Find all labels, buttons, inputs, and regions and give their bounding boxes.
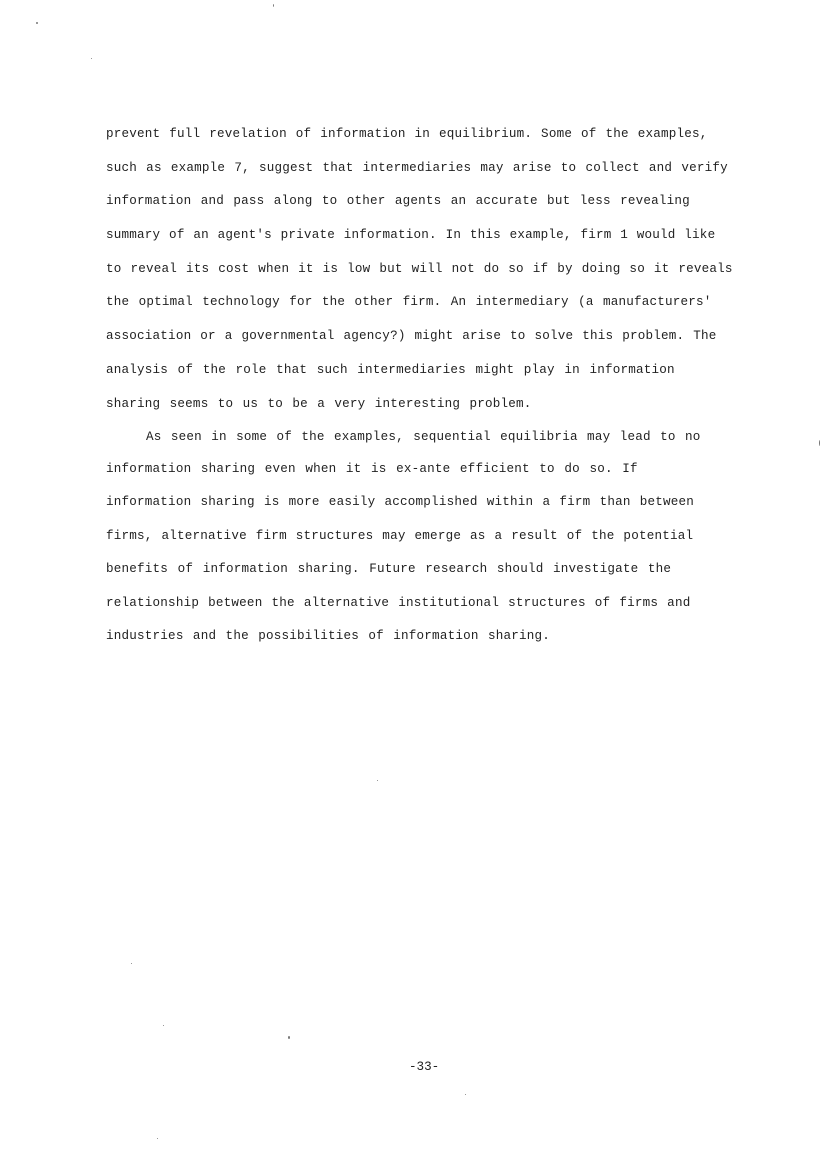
scan-speck	[91, 58, 92, 59]
scan-speck	[157, 1138, 158, 1139]
text-line: relationship between the alternative institutional structures of firms and	[106, 596, 691, 610]
scan-speck	[273, 4, 274, 7]
text-line: information sharing even when it is ex-ante efficient to do so. If	[106, 462, 638, 476]
text-line: information and pass along to other agents an accurate but less revealing	[106, 194, 690, 208]
text-line: firms, alternative firm structures may emerge as a result of the potential	[106, 529, 694, 543]
scan-speck	[465, 1094, 466, 1095]
text-line: the optimal technology for the other firm. An intermediary (a manufacturers'	[106, 295, 712, 309]
text-line: sharing seems to us to be a very interesting problem.	[106, 397, 532, 411]
text-line: As seen in some of the examples, sequential equilibria may lead to no	[146, 430, 701, 444]
text-line: benefits of information sharing. Future research should investigate the	[106, 562, 672, 576]
text-line: to reveal its cost when it is low but will not do so if by doing so it reveals	[106, 262, 733, 276]
text-line: analysis of the role that such intermediaries might play in information	[106, 363, 675, 377]
text-line: information sharing is more easily accomplished within a firm than between	[106, 495, 695, 509]
scan-speck	[131, 963, 132, 964]
scan-speck	[163, 1025, 164, 1026]
scan-speck	[36, 22, 38, 24]
scan-speck	[288, 1036, 290, 1039]
scan-speck	[377, 780, 378, 781]
page-number: -33-	[409, 1060, 440, 1074]
text-line: summary of an agent's private information. In this example, firm 1 would like	[106, 228, 716, 242]
scan-speck	[819, 440, 820, 446]
text-line: prevent full revelation of information in equilibrium. Some of the examples,	[106, 127, 708, 141]
text-line: association or a governmental agency?) might arise to solve this problem. The	[106, 329, 717, 343]
text-line: industries and the possibilities of information sharing.	[106, 629, 551, 643]
text-line: such as example 7, suggest that intermediaries may arise to collect and verify	[106, 161, 728, 175]
